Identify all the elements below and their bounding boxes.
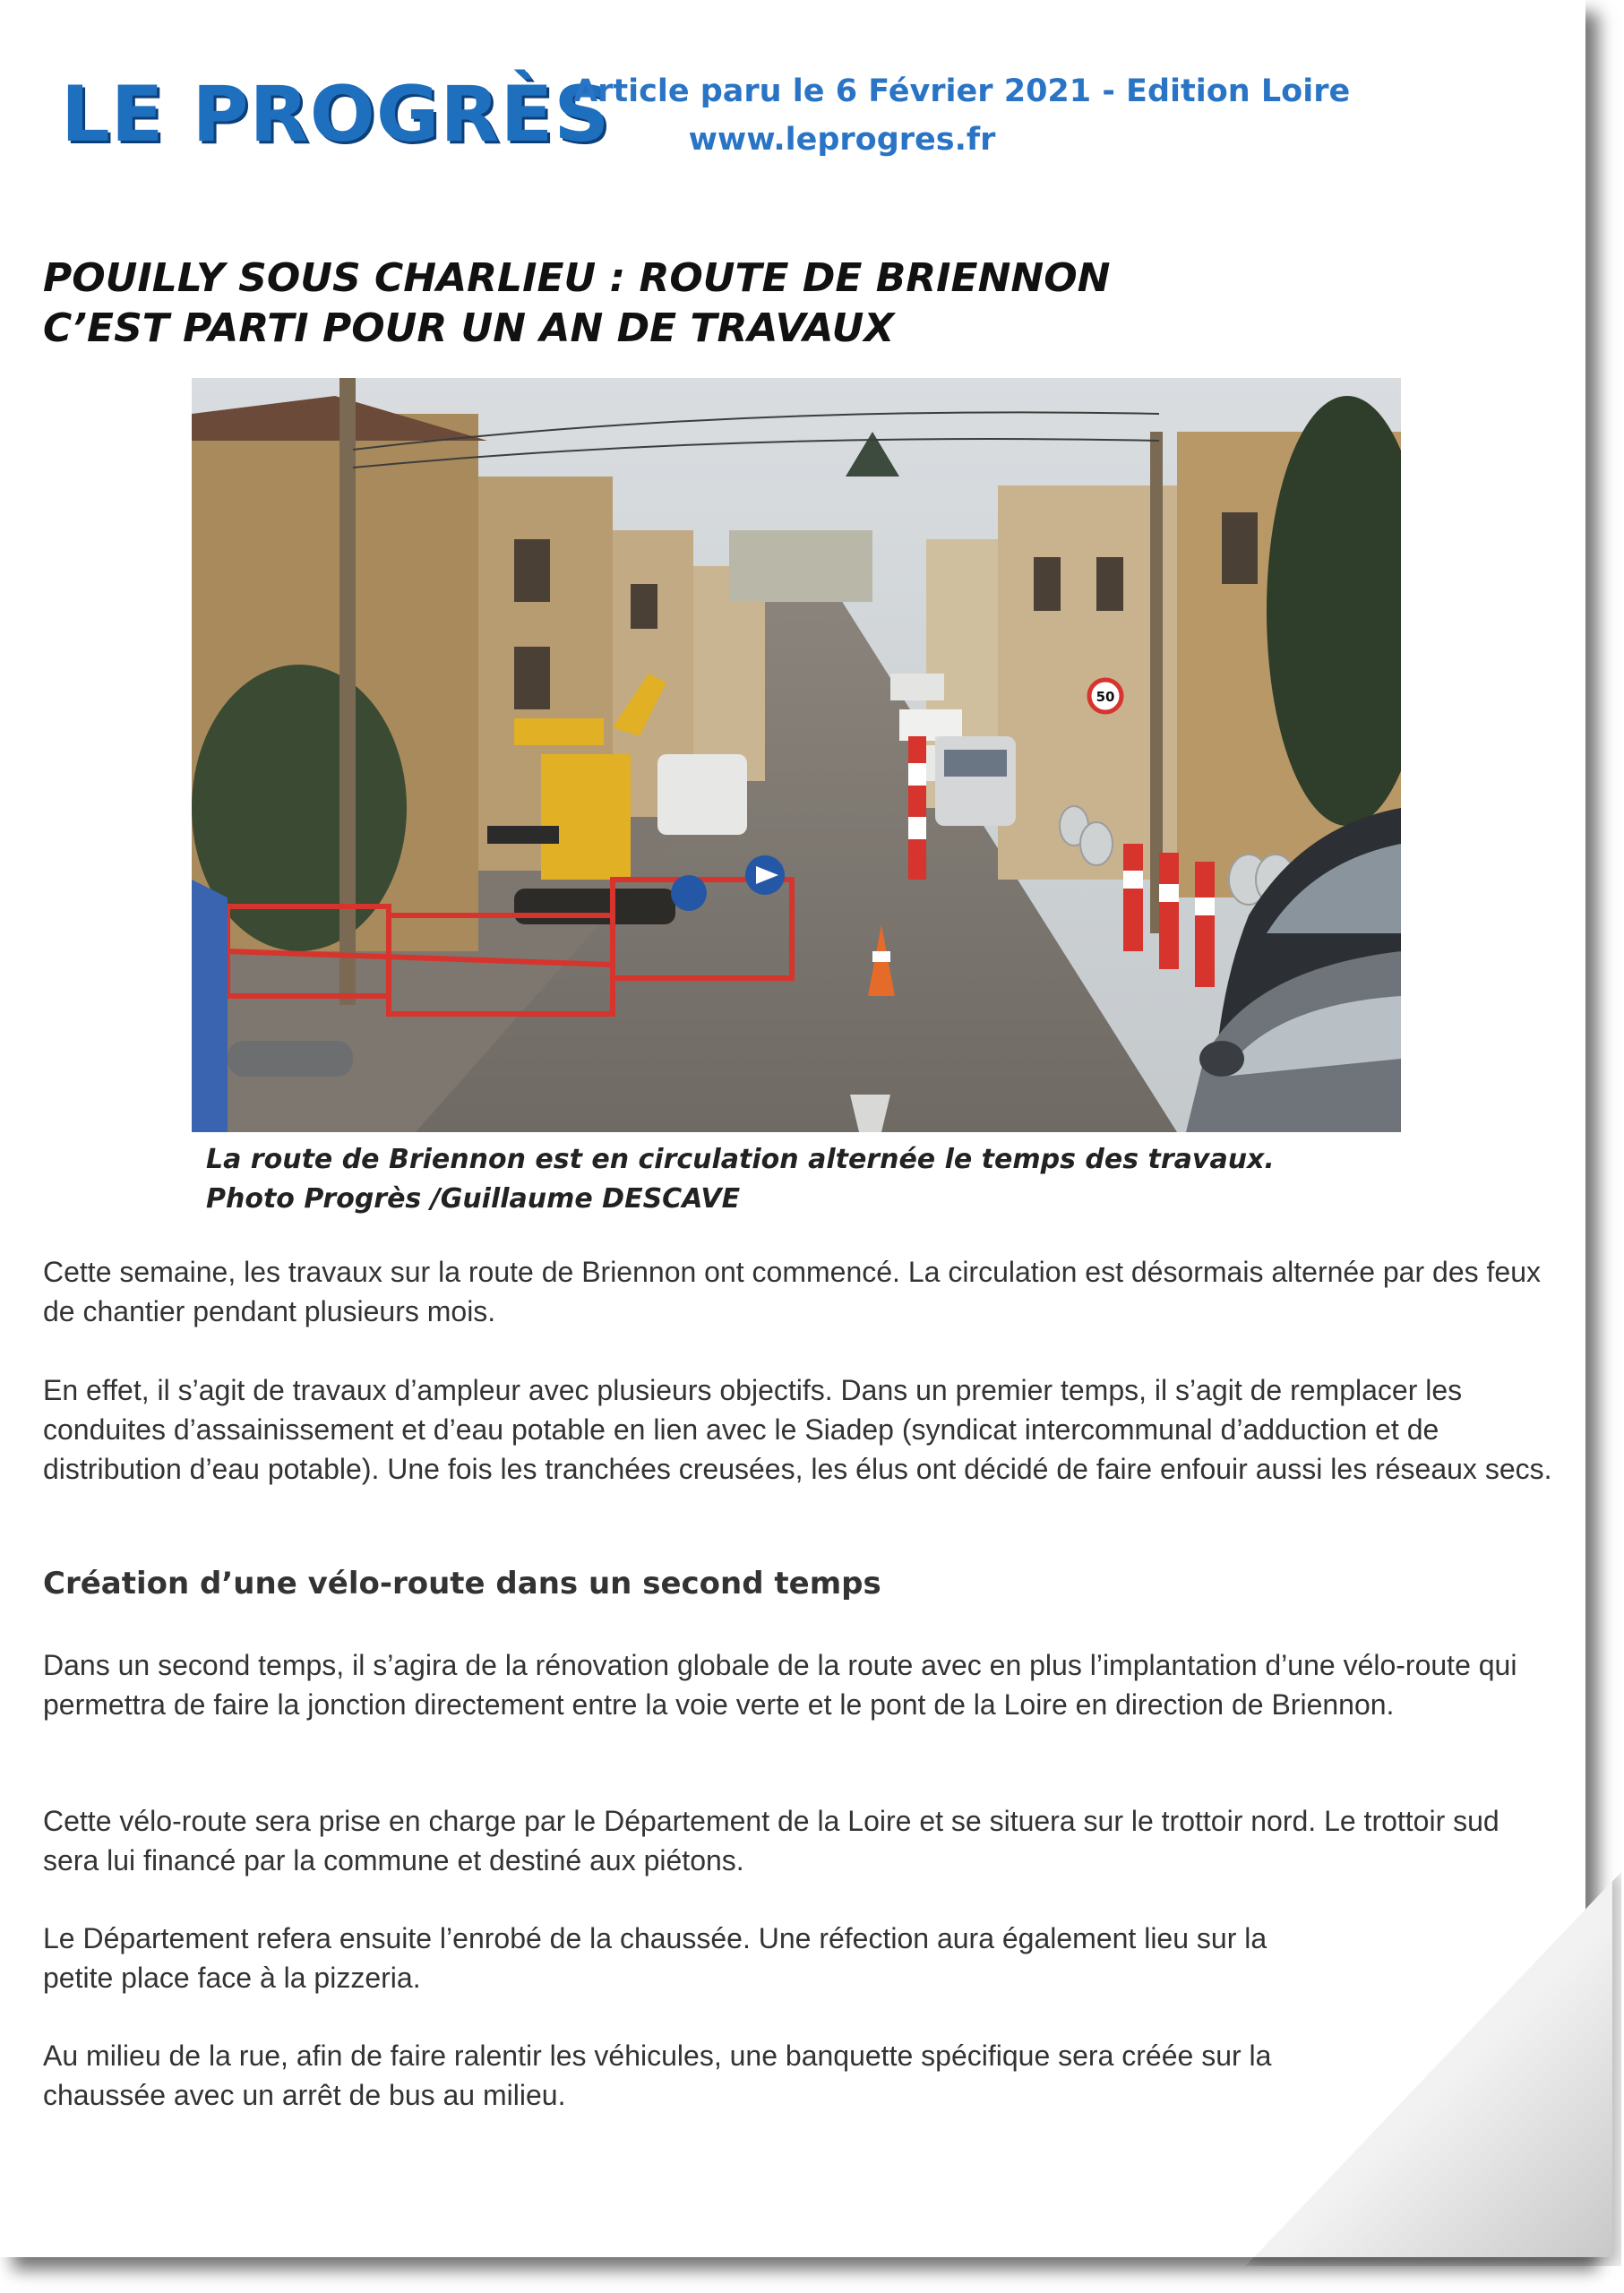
website-link[interactable]: www.leprogres.fr xyxy=(688,122,996,158)
paragraph-2: En effet, il s’agit de travaux d’ampleur avec plusieurs objectifs. Dans un premier temps, il s’agit de remplacer les conduites d’assainissement et d’eau potable en lien avec le Siadep (syndicat intercommunal d’adduction et de distribution d’eau potable). Une fois les tranchées creusées, les élus ont décidé de faire enfouir aussi les réseaux secs. xyxy=(43,1374,1552,1485)
publication-date: Article paru le 6 Février 2021 - Edition Loire xyxy=(573,73,1351,109)
headline-line-1: POUILLY SOUS CHARLIEU : ROUTE DE BRIENNON xyxy=(43,255,1111,301)
caption-line-1: La route de Briennon est en circulation alternée le temps des travaux. xyxy=(206,1144,1275,1175)
speed-sign-text: 50 xyxy=(1096,689,1115,705)
paragraph-6: Au milieu de la rue, afin de faire ralentir les véhicules, une banquette spécifique sera créée sur la chaussée avec un arrêt de bus au milieu. xyxy=(43,2040,1272,2111)
newspaper-logo: LE PROGRÈS xyxy=(61,70,611,159)
photo-credit: Photo Progrès /Guillaume DESCAVE xyxy=(206,1183,741,1215)
paragraph-5: Le Département refera ensuite l’enrobé de la chaussée. Une réfection aura également lieu sur la petite place face à la pizzeria. xyxy=(43,1922,1267,1994)
article-info xyxy=(573,67,1351,164)
article-photo xyxy=(192,378,1401,1132)
paragraph-4: Cette vélo-route sera prise en charge par le Département de la Loire et se situera sur le trottoir nord. Le trottoir sud sera lui financé par la commune et destiné aux piétons. xyxy=(43,1805,1499,1876)
headline-line-2: C’EST PARTI POUR UN AN DE TRAVAUX xyxy=(43,305,895,351)
photo-caption xyxy=(206,1140,1275,1219)
paragraph-3: Dans un second temps, il s’agira de la rénovation globale de la route avec en plus l’implantation d’une vélo-route qui permettra de faire la jonction directement entre la voie verte et le pont de la Loire en direction de Briennon. xyxy=(43,1649,1517,1721)
article-headline xyxy=(43,253,1110,354)
paragraph-1: Cette semaine, les travaux sur la route de Briennon ont commencé. La circulation est désormais alternée par des feux de chantier pendant plusieurs mois. xyxy=(43,1256,1541,1327)
section-subheading: Création d’une vélo-route dans un second temps xyxy=(43,1566,881,1602)
